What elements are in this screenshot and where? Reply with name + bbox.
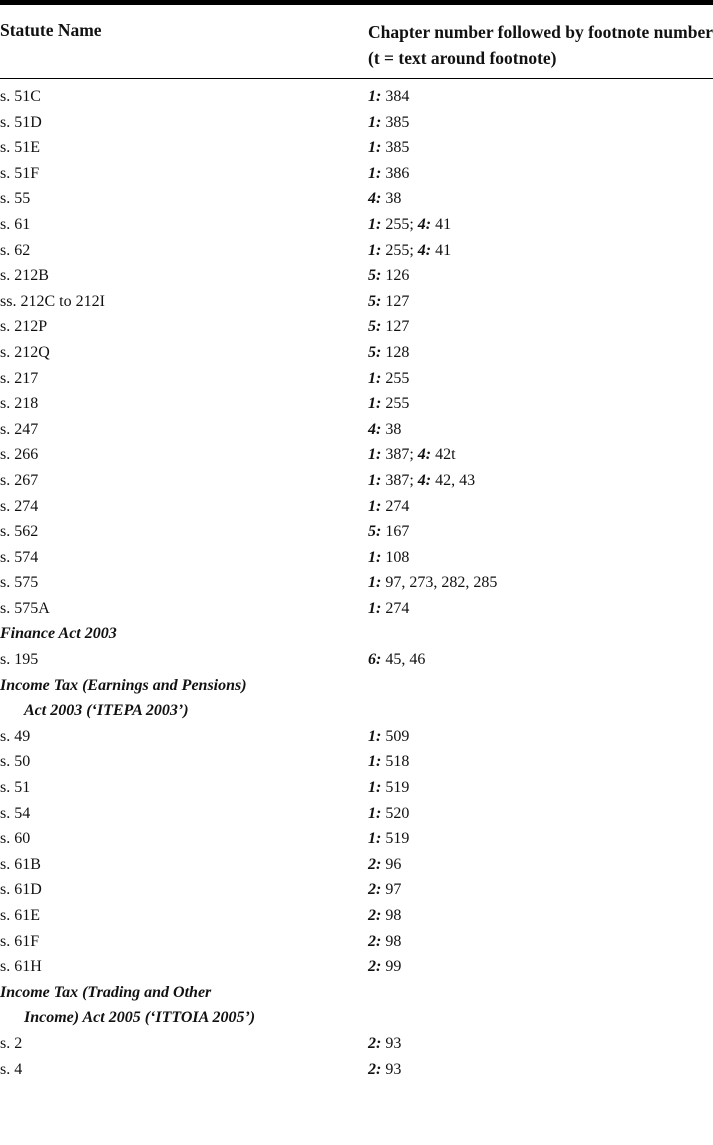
section-name: s. 247 [0,420,39,438]
table-row [0,391,713,417]
chapter-footnote-refs [368,212,451,238]
footnote-numbers: 519 [385,779,410,797]
table-row [0,263,713,289]
table-row [0,724,713,750]
chapter-number: 4: [368,190,382,208]
chapter-footnote-refs [368,1031,401,1057]
footnote-numbers: 387; [385,446,414,464]
section-name: s. 54 [0,804,31,822]
chapter-footnote-refs [368,238,451,264]
chapter-footnote-refs [368,1057,401,1083]
statute-heading: Income) Act 2005 (‘ITTOIA 2005’) [24,1009,256,1027]
footnote-numbers: 384 [385,88,410,105]
table-row [0,519,713,545]
chapter-number: 2: [368,855,382,873]
statute-heading: Act 2003 (‘ITEPA 2003’) [24,702,189,720]
table-row [0,161,713,187]
table-header [0,5,713,78]
chapter-number: 4: [368,420,382,438]
table-row [0,186,713,212]
chapter-number: 5: [368,318,382,336]
chapter-footnote-refs [368,340,409,366]
footnote-numbers: 255 [385,369,410,387]
chapter-footnote-refs [368,84,409,110]
chapter-footnote-refs [368,596,409,622]
table-row [0,903,713,929]
section-name: s. 61E [0,907,40,924]
chapter-number: 4: [417,241,432,259]
footnote-numbers: 127 [385,292,410,310]
table-row [0,749,713,775]
chapter-number: 2: [368,958,382,976]
chapter-number: 2: [368,1060,382,1078]
chapter-footnote-refs [368,954,401,980]
chapter-footnote-refs [368,545,409,571]
table-row [0,417,713,443]
section-name: s. 575A [0,599,50,617]
statute-heading: Income Tax (Earnings and Pensions) [0,676,247,694]
section-name: s. 51C [0,88,41,105]
column-header-statute-name: Statute Name [0,20,102,40]
table-row [0,877,713,903]
statute-heading-row [0,980,713,1006]
section-name: s. 212P [0,318,48,336]
section-name: s. 562 [0,523,39,541]
section-name: s. 574 [0,548,39,566]
footnote-numbers: 127 [385,318,410,336]
section-name: s. 212Q [0,343,50,361]
section-name: s. 61B [0,855,41,873]
table-row [0,340,713,366]
statute-heading-row [0,621,713,647]
footnote-numbers: 98 [385,932,402,950]
footnote-numbers: 38 [385,190,402,208]
table-row [0,1057,713,1083]
chapter-number: 1: [368,369,382,387]
section-name: s. 4 [0,1060,23,1078]
footnote-numbers: 519 [385,830,410,848]
section-name: s. 55 [0,190,31,208]
footnote-numbers: 520 [385,804,410,822]
table-row [0,826,713,852]
chapter-footnote-refs [368,391,409,417]
section-name: s. 217 [0,369,39,387]
chapter-number: 5: [368,523,382,541]
footnote-numbers: 255; [385,241,414,259]
footnote-numbers: 387; [385,471,414,489]
statute-heading-row [0,698,713,724]
chapter-footnote-refs [368,826,409,852]
section-name: s. 62 [0,241,31,259]
section-name: ss. 212C to 212I [0,292,105,310]
chapter-footnote-refs [368,442,456,468]
chapter-footnote-refs [368,877,401,903]
table-row [0,442,713,468]
chapter-number: 1: [368,395,382,413]
chapter-number: 5: [368,292,382,310]
footnote-numbers: 41 [435,241,452,259]
header-rule [0,78,713,79]
section-name: s. 51F [0,164,40,182]
statute-heading-row [0,1005,713,1031]
footnote-numbers: 45, 46 [385,651,426,669]
table-row [0,135,713,161]
footnote-numbers: 42, 43 [435,471,476,489]
table-row [0,801,713,827]
chapter-footnote-refs [368,570,497,596]
footnote-numbers: 274 [385,497,410,515]
section-name: s. 575 [0,574,39,592]
section-name: s. 51E [0,139,40,157]
section-name: s. 51 [0,779,31,797]
table-row [0,1031,713,1057]
footnote-numbers: 96 [385,855,402,873]
section-name: s. 274 [0,497,39,515]
section-name: s. 2 [0,1034,23,1052]
chapter-number: 1: [368,139,382,157]
footnote-numbers: 97 [385,881,402,899]
chapter-number: 1: [368,727,382,745]
table-row [0,545,713,571]
statute-heading-row [0,673,713,699]
chapter-footnote-refs [368,135,409,161]
table-row [0,596,713,622]
footnote-numbers: 93 [385,1034,402,1052]
footnote-numbers: 98 [385,907,402,924]
chapter-number: 1: [368,113,382,131]
footnote-numbers: 38 [385,420,402,438]
section-name: s. 60 [0,830,31,848]
chapter-footnote-refs [368,110,409,136]
table-row [0,314,713,340]
chapter-number: 4: [417,215,432,233]
chapter-number: 5: [368,267,382,285]
chapter-number: 1: [368,753,382,771]
chapter-footnote-refs [368,749,409,775]
chapter-number: 1: [368,497,382,515]
chapter-number: 4: [417,471,432,489]
chapter-footnote-refs [368,494,409,520]
chapter-footnote-refs [368,186,401,212]
footnote-numbers: 386 [385,164,410,182]
section-name: s. 266 [0,446,39,464]
section-name: s. 195 [0,651,39,669]
chapter-footnote-refs [368,801,409,827]
chapter-number: 1: [368,830,382,848]
chapter-number: 4: [417,446,432,464]
footnote-numbers: 93 [385,1060,402,1078]
footnote-numbers: 99 [385,958,402,976]
chapter-footnote-refs [368,929,401,955]
section-name: s. 212B [0,267,49,285]
section-name: s. 51D [0,113,42,131]
chapter-footnote-refs [368,289,409,315]
chapter-number: 1: [368,164,382,182]
chapter-footnote-refs [368,314,409,340]
table-row [0,647,713,673]
chapter-number: 2: [368,1034,382,1052]
section-name: s. 218 [0,395,39,413]
chapter-footnote-refs [368,417,401,443]
table-row [0,494,713,520]
footnote-numbers: 167 [385,523,410,541]
table-row [0,84,713,110]
table-row [0,570,713,596]
chapter-footnote-refs [368,647,425,673]
chapter-number: 2: [368,932,382,950]
footnote-numbers: 108 [385,548,410,566]
table-row [0,110,713,136]
footnote-numbers: 255 [385,395,410,413]
chapter-footnote-refs [368,852,401,878]
table-row [0,775,713,801]
chapter-number: 6: [368,651,382,669]
chapter-number: 1: [368,471,382,489]
table-row [0,929,713,955]
footnote-numbers: 509 [385,727,410,745]
chapter-number: 1: [368,779,382,797]
chapter-footnote-refs [368,468,475,494]
table-body [0,84,713,1082]
section-name: s. 61F [0,932,40,950]
chapter-number: 1: [368,574,382,592]
chapter-number: 2: [368,881,382,899]
footnote-numbers: 126 [385,267,410,285]
footnote-numbers: 274 [385,599,410,617]
footnote-numbers: 385 [385,139,410,157]
footnote-numbers: 42t [435,446,456,464]
chapter-number: 1: [368,804,382,822]
chapter-footnote-refs [368,903,401,929]
chapter-number: 2: [368,907,382,924]
section-name: s. 49 [0,727,31,745]
table-row [0,852,713,878]
footnote-numbers: 255; [385,215,414,233]
table-row [0,366,713,392]
statute-heading: Finance Act 2003 [0,625,117,643]
statute-heading: Income Tax (Trading and Other [0,983,212,1001]
footnote-numbers: 128 [385,343,410,361]
chapter-footnote-refs [368,161,409,187]
chapter-footnote-refs [368,366,409,392]
chapter-number: 1: [368,215,382,233]
chapter-number: 1: [368,88,382,105]
section-name: s. 50 [0,753,31,771]
chapter-number: 1: [368,241,382,259]
table-row [0,238,713,264]
chapter-number: 1: [368,446,382,464]
table-row [0,954,713,980]
section-name: s. 61 [0,215,31,233]
footnote-numbers: 41 [435,215,452,233]
table-row [0,468,713,494]
chapter-number: 1: [368,599,382,617]
chapter-footnote-refs [368,775,409,801]
section-name: s. 61D [0,881,42,899]
column-header-chapter-footnote: Chapter number followed by footnote number (t = text around footnote) [368,22,713,68]
chapter-footnote-refs [368,519,409,545]
chapter-number: 1: [368,548,382,566]
chapter-footnote-refs [368,263,409,289]
footnote-numbers: 385 [385,113,410,131]
table-row [0,289,713,315]
section-name: s. 267 [0,471,39,489]
chapter-footnote-refs [368,724,409,750]
table-row [0,212,713,238]
section-name: s. 61H [0,958,42,976]
footnote-numbers: 518 [385,753,410,771]
footnote-numbers: 97, 273, 282, 285 [385,574,498,592]
chapter-number: 5: [368,343,382,361]
